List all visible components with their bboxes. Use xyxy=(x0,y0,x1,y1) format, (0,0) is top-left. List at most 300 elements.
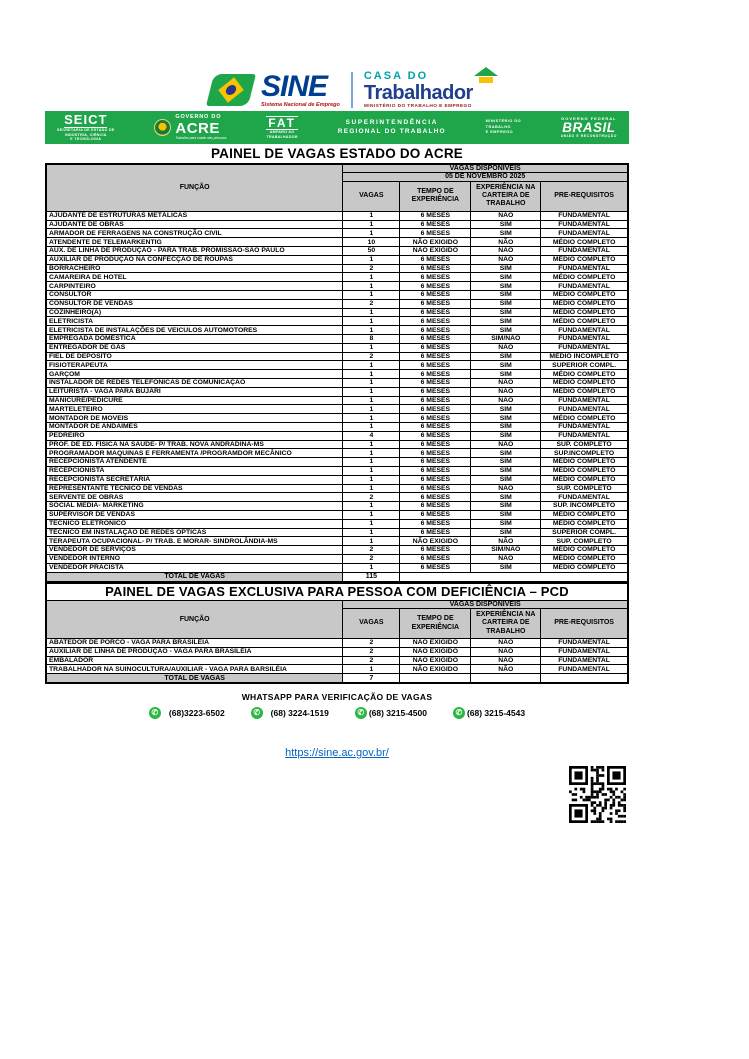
value-cell: 2 xyxy=(343,352,400,361)
value-cell: FUNDAMENTAL xyxy=(541,229,628,238)
column-header-prerequisitos: PRE-REQUISITOS xyxy=(541,181,628,211)
vacancy-row xyxy=(46,273,628,282)
value-cell: 6 MESES xyxy=(400,273,471,282)
vacancy-row xyxy=(46,317,628,326)
value-cell: SIM xyxy=(471,528,541,537)
funcao-cell: SERVENTE DE OBRAS xyxy=(46,493,343,502)
vacancy-row xyxy=(46,665,628,674)
whatsapp-number: (68) 3224-1519 xyxy=(270,708,329,719)
value-cell: SUP. COMPLETO xyxy=(541,537,628,546)
brasil-label: BRASIL xyxy=(562,119,616,135)
value-cell: FUNDAMENTAL xyxy=(541,639,628,648)
value-cell: NÃO xyxy=(471,238,541,247)
value-cell: NÃO xyxy=(471,484,541,493)
value-cell: MÉDIO COMPLETO xyxy=(541,554,628,563)
value-cell: SIM xyxy=(471,291,541,300)
value-cell: 1 xyxy=(343,229,400,238)
value-cell: 1 xyxy=(343,440,400,449)
vacancy-row xyxy=(46,510,628,519)
value-cell: MÉDIO COMPLETO xyxy=(541,510,628,519)
value-cell: 1 xyxy=(343,484,400,493)
value-cell: 1 xyxy=(343,326,400,335)
value-cell: NÃO xyxy=(471,255,541,264)
value-cell: SIM xyxy=(471,414,541,423)
ministerio-line: E EMPREGO xyxy=(485,130,514,135)
funcao-cell: AUX. DE LINHA DE PRODUÇÃO - PARA TRAB. PROMISSÃO-SÃO PAULO xyxy=(46,247,343,256)
institutional-banner xyxy=(45,111,629,144)
funcao-cell: COZINHEIRO(A) xyxy=(46,308,343,317)
value-cell: 1 xyxy=(343,466,400,475)
value-cell: 6 MESES xyxy=(400,414,471,423)
value-cell: MÉDIO COMPLETO xyxy=(541,317,628,326)
vacancy-row xyxy=(46,475,628,484)
funcao-cell: AJUDANTE DE OBRAS xyxy=(46,220,343,229)
value-cell: 6 MESES xyxy=(400,458,471,467)
vacancy-row xyxy=(46,308,628,317)
value-cell: 1 xyxy=(343,361,400,370)
value-cell: 1 xyxy=(343,405,400,414)
value-cell: MÉDIO COMPLETO xyxy=(541,466,628,475)
value-cell: MÉDIO INCOMPLETO xyxy=(541,352,628,361)
main-panel-title: PAINEL DE VAGAS ESTADO DO ACRE xyxy=(210,146,464,161)
funcao-cell: REPRESENTANTE TÉCNICO DE VENDAS xyxy=(46,484,343,493)
house-roof-icon xyxy=(474,67,498,76)
funcao-cell: CAMAREIRA DE HOTEL xyxy=(46,273,343,282)
superintendencia-line1: SUPERINTENDÊNCIA xyxy=(345,119,439,126)
total-vagas-value: 115 xyxy=(343,572,400,582)
value-cell: MÉDIO COMPLETO xyxy=(541,255,628,264)
house-base-icon xyxy=(479,77,493,83)
value-cell: 6 MESES xyxy=(400,264,471,273)
pcd-vacancies-table xyxy=(45,583,629,685)
value-cell: 2 xyxy=(343,639,400,648)
value-cell: NÃO EXIGIDO xyxy=(400,238,471,247)
vacancy-row xyxy=(46,414,628,423)
site-link-wrap xyxy=(45,743,629,761)
funcao-cell: CARPINTEIRO xyxy=(46,282,343,291)
vacancy-row xyxy=(46,247,628,256)
pcd-panel-title: PAINEL DE VAGAS EXCLUSIVA PARA PESSOA COM DEFICIÊNCIA – PCD xyxy=(46,583,628,600)
value-cell: 6 MESES xyxy=(400,563,471,572)
value-cell: MÉDIO COMPLETO xyxy=(541,563,628,572)
value-cell: NÃO xyxy=(471,647,541,656)
column-header-vagas: VAGAS xyxy=(343,181,400,211)
vacancy-row xyxy=(46,537,628,546)
value-cell: 6 MESES xyxy=(400,370,471,379)
value-cell: 1 xyxy=(343,537,400,546)
pcd-column-header-tempo: TEMPO DE EXPERIÊNCIA xyxy=(400,609,471,639)
funcao-cell: ATENDENTE DE TELEMARKENTIG xyxy=(46,238,343,247)
whatsapp-number: (68)3223-6502 xyxy=(168,708,225,719)
value-cell: 6 MESES xyxy=(400,335,471,344)
funcao-cell: TECNICO ELETRÔNICO xyxy=(46,519,343,528)
vacancy-row xyxy=(46,493,628,502)
pcd-column-header-funcao: FUNÇÃO xyxy=(46,600,343,639)
value-cell: 2 xyxy=(343,647,400,656)
pcd-total-vagas-label: TOTAL DE VAGAS xyxy=(46,674,343,684)
vacancy-row xyxy=(46,449,628,458)
governo-federal-label: GOVERNO FEDERAL xyxy=(561,115,617,121)
funcao-cell: VENDEDOR PRACISTA xyxy=(46,563,343,572)
superintendencia-line2: REGIONAL DO TRABALHO xyxy=(337,127,446,135)
value-cell: 1 xyxy=(343,370,400,379)
value-cell: 6 MESES xyxy=(400,308,471,317)
seict-subtitle: SECRETARIA DE ESTADO DE xyxy=(57,128,115,133)
total-row-filler xyxy=(400,572,628,582)
whatsapp-number: (68) 3215-4543 xyxy=(466,708,526,719)
vacancy-row xyxy=(46,440,628,449)
vacancy-row xyxy=(46,299,628,308)
sine-logo-name: SINE xyxy=(261,69,328,103)
vacancy-row xyxy=(46,264,628,273)
value-cell: FUNDAMENTAL xyxy=(541,493,628,502)
vacancy-row xyxy=(46,405,628,414)
vacancy-row xyxy=(46,466,628,475)
governo-federal-brasil-logo xyxy=(561,117,617,139)
value-cell: 6 MESES xyxy=(400,396,471,405)
value-cell: 2 xyxy=(343,493,400,502)
funcao-cell: FISIOTERAPEUTA xyxy=(46,361,343,370)
value-cell: 6 MESES xyxy=(400,493,471,502)
value-cell: SIM xyxy=(471,519,541,528)
sine-logo-subtitle: Sistema Nacional de Emprego xyxy=(261,101,340,108)
value-cell: SUP. COMPLETO xyxy=(541,484,628,493)
value-cell: SIM xyxy=(471,229,541,238)
value-cell: 1 xyxy=(343,396,400,405)
whatsapp-contact xyxy=(355,707,427,719)
value-cell: 1 xyxy=(343,220,400,229)
value-cell: NÃO xyxy=(471,343,541,352)
value-cell: SIM xyxy=(471,466,541,475)
value-cell: MÉDIO COMPLETO xyxy=(541,387,628,396)
fat-title: FAT xyxy=(268,115,296,130)
value-cell: 6 MESES xyxy=(400,405,471,414)
value-cell: 6 MESES xyxy=(400,528,471,537)
value-cell: 6 MESES xyxy=(400,475,471,484)
value-cell: NÃO EXIGIDO xyxy=(400,247,471,256)
whatsapp-section-title: WHATSAPP PARA VERIFICAÇÃO DE VAGAS xyxy=(241,692,433,703)
value-cell: 1 xyxy=(343,528,400,537)
vacancy-row xyxy=(46,238,628,247)
funcao-cell: RECEPCIONISTA SECRETÁRIA xyxy=(46,475,343,484)
total-vagas-label: TOTAL DE VAGAS xyxy=(46,572,343,582)
ministerio-trabalho-logo xyxy=(486,119,521,136)
sine-logo xyxy=(261,69,340,109)
whatsapp-icon: ✆ xyxy=(149,707,161,719)
value-cell: 1 xyxy=(343,519,400,528)
vacancy-row xyxy=(46,563,628,572)
ministerio-line: MINISTÉRIO DO xyxy=(485,118,522,123)
casa-do-trabalhador-logo xyxy=(364,71,503,110)
vacancy-row xyxy=(46,546,628,555)
seict-title: SEICT xyxy=(64,112,108,128)
value-cell: MÉDIO COMPLETO xyxy=(541,238,628,247)
value-cell: SIM xyxy=(471,502,541,511)
sine-flag-icon xyxy=(206,74,256,106)
whatsapp-number: (68) 3215-4500 xyxy=(368,708,427,719)
value-cell: NÃO xyxy=(471,537,541,546)
value-cell: 6 MESES xyxy=(400,352,471,361)
value-cell: 6 MESES xyxy=(400,422,471,431)
value-cell: FUNDAMENTAL xyxy=(541,647,628,656)
value-cell: SUP. INCOMPLETO xyxy=(541,502,628,511)
value-cell: 6 MESES xyxy=(400,299,471,308)
value-cell: MÉDIO COMPLETO xyxy=(541,378,628,387)
value-cell: SUPERIOR COMPL. xyxy=(541,528,628,537)
vacancy-row xyxy=(46,647,628,656)
value-cell: MÉDIO COMPLETO xyxy=(541,291,628,300)
value-cell: NÃO EXIGIDO xyxy=(400,639,471,648)
panel-date: 05 DE NOVEMBRO 2025 xyxy=(343,173,628,182)
value-cell: FUNDAMENTAL xyxy=(541,264,628,273)
vacancy-row xyxy=(46,343,628,352)
fat-subtitle: TRABALHADOR xyxy=(266,134,298,139)
value-cell: 1 xyxy=(343,510,400,519)
vacancy-row xyxy=(46,656,628,665)
value-cell: SUP.INCOMPLETO xyxy=(541,449,628,458)
funcao-cell: LEITURISTA - VAGA PARA BUJARI xyxy=(46,387,343,396)
vacancy-row xyxy=(46,370,628,379)
fat-logo xyxy=(266,116,298,139)
value-cell: FUNDAMENTAL xyxy=(541,431,628,440)
casa-house-icon xyxy=(473,67,499,85)
value-cell: SIM xyxy=(471,273,541,282)
value-cell: SIM xyxy=(471,299,541,308)
value-cell: NÃO EXIGIDO xyxy=(400,537,471,546)
content-column xyxy=(45,146,629,761)
value-cell: FUNDAMENTAL xyxy=(541,422,628,431)
value-cell: FUNDAMENTAL xyxy=(541,282,628,291)
value-cell: MÉDIO COMPLETO xyxy=(541,299,628,308)
value-cell: MÉDIO COMPLETO xyxy=(541,308,628,317)
value-cell: 1 xyxy=(343,308,400,317)
value-cell: NÃO xyxy=(471,554,541,563)
value-cell: 6 MESES xyxy=(400,449,471,458)
value-cell: NÃO EXIGIDO xyxy=(400,647,471,656)
funcao-cell: GARÇOM xyxy=(46,370,343,379)
value-cell: 2 xyxy=(343,554,400,563)
value-cell: 6 MESES xyxy=(400,317,471,326)
value-cell: SIM xyxy=(471,475,541,484)
value-cell: 50 xyxy=(343,247,400,256)
whatsapp-contact xyxy=(149,707,225,719)
main-table-body xyxy=(46,211,628,572)
funcao-cell: BORRACHEIRO xyxy=(46,264,343,273)
value-cell: FUNDAMENTAL xyxy=(541,247,628,256)
casa-logo-subtitle: MINISTÉRIO DO TRABALHO E EMPREGO xyxy=(363,103,472,109)
value-cell: 1 xyxy=(343,282,400,291)
value-cell: SIM xyxy=(471,317,541,326)
whatsapp-icon: ✆ xyxy=(453,707,465,719)
value-cell: SUP. COMPLETO xyxy=(541,440,628,449)
whatsapp-contact xyxy=(453,707,525,719)
value-cell: NÃO xyxy=(471,378,541,387)
value-cell: 1 xyxy=(343,414,400,423)
acre-coat-of-arms-icon xyxy=(154,119,171,136)
value-cell: FUNDAMENTAL xyxy=(541,343,628,352)
value-cell: 2 xyxy=(343,546,400,555)
vacancy-row xyxy=(46,519,628,528)
value-cell: 2 xyxy=(343,299,400,308)
funcao-cell: PROGRAMADOR MAQUINAS E FERRAMENTA /PROGRAMDOR MECÂNICO xyxy=(46,449,343,458)
pcd-total-filler-cell xyxy=(541,674,628,684)
value-cell: SIM xyxy=(471,493,541,502)
vacancy-row xyxy=(46,387,628,396)
value-cell: FUNDAMENTAL xyxy=(541,656,628,665)
value-cell: 8 xyxy=(343,335,400,344)
acre-slogan: Trabalho para cuidar das pessoas xyxy=(175,135,227,140)
funcao-cell: CONSULTOR DE VENDAS xyxy=(46,299,343,308)
pcd-column-header-vagas: VAGAS xyxy=(343,609,400,639)
value-cell: 1 xyxy=(343,378,400,387)
column-header-carteira: EXPERIÊNCIA NA CARTEIRA DE TRABALHO xyxy=(471,181,541,211)
vacancy-row xyxy=(46,396,628,405)
value-cell: 6 MESES xyxy=(400,211,471,220)
value-cell: 6 MESES xyxy=(400,343,471,352)
vacancy-row xyxy=(46,458,628,467)
casa-logo-top: CASA DO xyxy=(363,69,429,82)
governo-do-label: GOVERNO DO xyxy=(175,114,222,121)
value-cell: MÉDIO COMPLETO xyxy=(541,370,628,379)
vacancy-row xyxy=(46,291,628,300)
value-cell: 6 MESES xyxy=(400,466,471,475)
funcao-cell: EMBALADOR xyxy=(46,656,343,665)
value-cell: 4 xyxy=(343,431,400,440)
value-cell: 2 xyxy=(343,264,400,273)
value-cell: FUNDAMENTAL xyxy=(541,665,628,674)
main-vacancies-table xyxy=(45,163,629,583)
value-cell: 1 xyxy=(343,291,400,300)
value-cell: NÃO EXIGIDO xyxy=(400,656,471,665)
value-cell: 6 MESES xyxy=(400,554,471,563)
value-cell: 6 MESES xyxy=(400,502,471,511)
funcao-cell: FIEL DE DEPOSITO xyxy=(46,352,343,361)
value-cell: NÃO xyxy=(471,639,541,648)
pcd-total-vagas-value: 7 xyxy=(343,674,400,684)
value-cell: 6 MESES xyxy=(400,484,471,493)
value-cell: 1 xyxy=(343,458,400,467)
value-cell: SUPERIOR COMPL. xyxy=(541,361,628,370)
funcao-cell: ENTREGADOR DE GÁS xyxy=(46,343,343,352)
value-cell: 6 MESES xyxy=(400,229,471,238)
fat-subtitle: AMPARO AO xyxy=(269,129,295,134)
funcao-cell: MONTADOR DE ANDAIMES xyxy=(46,422,343,431)
pcd-column-header-prerequisitos: PRE-REQUISITOS xyxy=(541,609,628,639)
value-cell: SIM xyxy=(471,563,541,572)
value-cell: NÃO EXIGIDO xyxy=(400,665,471,674)
value-cell: SIM xyxy=(471,220,541,229)
pcd-table-body xyxy=(46,639,628,674)
funcao-cell: SOCIAL MEDIA- MARKETING xyxy=(46,502,343,511)
value-cell: MÉDIO COMPLETO xyxy=(541,546,628,555)
funcao-cell: AUXILIAR DE PRODUÇÃO NA CONFECÇÃO DE ROUPAS xyxy=(46,255,343,264)
vacancy-row xyxy=(46,220,628,229)
whatsapp-icon: ✆ xyxy=(355,707,367,719)
value-cell: 6 MESES xyxy=(400,255,471,264)
whatsapp-contact xyxy=(251,707,329,719)
seict-subtitle: E TECNOLOGIA xyxy=(70,137,102,142)
funcao-cell: SUPERVISOR DE VENDAS xyxy=(46,510,343,519)
funcao-cell: TÉCNICO EM INSTALAÇÃO DE REDES OPTICAS xyxy=(46,528,343,537)
vacancy-row xyxy=(46,422,628,431)
seict-subtitle: INDÚSTRIA, CIÊNCIA xyxy=(64,132,107,137)
value-cell: 10 xyxy=(343,238,400,247)
value-cell: 2 xyxy=(343,656,400,665)
acre-label: ACRE xyxy=(175,119,220,137)
value-cell: NÃO xyxy=(471,211,541,220)
value-cell: MÉDIO COMPLETO xyxy=(541,414,628,423)
pcd-vagas-disponiveis-header: VAGAS DISPONÍVEIS xyxy=(343,600,628,609)
value-cell: 1 xyxy=(343,665,400,674)
value-cell: SIM xyxy=(471,326,541,335)
sine-website-link[interactable]: https://sine.ac.gov.br/ xyxy=(285,747,389,760)
value-cell: SIM/NÃO xyxy=(471,335,541,344)
value-cell: FUNDAMENTAL xyxy=(541,335,628,344)
value-cell: 1 xyxy=(343,317,400,326)
value-cell: MÉDIO COMPLETO xyxy=(541,458,628,467)
vacancy-row xyxy=(46,554,628,563)
pcd-column-header-carteira: EXPERIÊNCIA NA CARTEIRA DE TRABALHO xyxy=(471,609,541,639)
value-cell: 6 MESES xyxy=(400,220,471,229)
value-cell: 1 xyxy=(343,502,400,511)
value-cell: NÃO xyxy=(471,440,541,449)
value-cell: NÃO xyxy=(471,387,541,396)
value-cell: MÉDIO COMPLETO xyxy=(541,273,628,282)
value-cell: SIM xyxy=(471,370,541,379)
value-cell: 6 MESES xyxy=(400,387,471,396)
funcao-cell: MONTADOR DE MOVEIS xyxy=(46,414,343,423)
value-cell: FUNDAMENTAL xyxy=(541,405,628,414)
casa-logo-name: Trabalhador xyxy=(363,81,473,104)
value-cell: 1 xyxy=(343,563,400,572)
value-cell: 6 MESES xyxy=(400,510,471,519)
funcao-cell: ARMADOR DE FERRAGENS NA CONSTRUÇÃO CIVIL xyxy=(46,229,343,238)
value-cell: NÃO xyxy=(471,247,541,256)
qr-code xyxy=(569,766,626,823)
governo-acre-text xyxy=(175,115,226,140)
logo-divider xyxy=(351,72,353,108)
value-cell: 1 xyxy=(343,449,400,458)
vacancy-row xyxy=(46,484,628,493)
value-cell: NÃO xyxy=(471,665,541,674)
funcao-cell: PROF. DE ED. FÍSICA NA SAÚDE- P/ TRAB. NOVA ANDRADINA-MS xyxy=(46,440,343,449)
whatsapp-icon: ✆ xyxy=(251,707,263,719)
vacancy-row xyxy=(46,211,628,220)
superintendencia-logo xyxy=(338,120,446,135)
funcao-cell: AUXILIAR DE LINHA DE PRODUÇÃO - VAGA PARA BRASILÉIA xyxy=(46,647,343,656)
vacancy-row xyxy=(46,378,628,387)
value-cell: 6 MESES xyxy=(400,282,471,291)
vacancy-row xyxy=(46,352,628,361)
value-cell: NÃO xyxy=(471,396,541,405)
value-cell: 1 xyxy=(343,255,400,264)
governo-acre-logo xyxy=(154,115,226,140)
value-cell: FUNDAMENTAL xyxy=(541,326,628,335)
vacancy-row xyxy=(46,639,628,648)
seict-logo xyxy=(57,113,115,142)
vacancy-row xyxy=(46,502,628,511)
value-cell: SIM xyxy=(471,510,541,519)
value-cell: 6 MESES xyxy=(400,440,471,449)
funcao-cell: VENDEDOR DE SERVIÇOS xyxy=(46,546,343,555)
value-cell: SIM xyxy=(471,458,541,467)
brasil-slogan: UNIÃO E RECONSTRUÇÃO xyxy=(560,134,617,139)
vacancy-row xyxy=(46,255,628,264)
value-cell: 1 xyxy=(343,343,400,352)
funcao-cell: CONSULTOR xyxy=(46,291,343,300)
vacancy-row xyxy=(46,326,628,335)
funcao-cell: INSTALADOR DE REDES TELEFÔNICAS DE COMUNICAÇÃO xyxy=(46,378,343,387)
